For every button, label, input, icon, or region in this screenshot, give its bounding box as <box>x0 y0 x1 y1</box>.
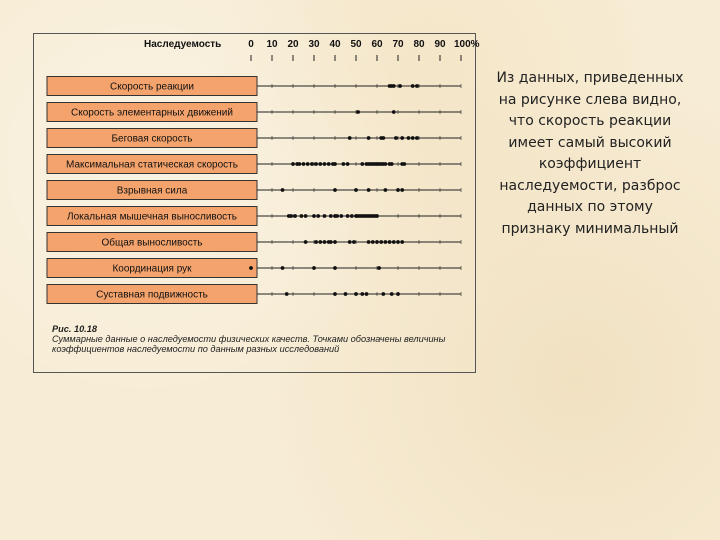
data-point <box>323 214 327 218</box>
data-point <box>318 162 322 166</box>
data-point <box>388 240 392 244</box>
category-label: Координация рук <box>112 263 192 275</box>
data-point <box>310 162 314 166</box>
data-point <box>396 240 400 244</box>
data-point <box>400 188 404 192</box>
data-point <box>333 188 337 192</box>
data-point <box>339 214 343 218</box>
caption-text: Суммарные данные о наследуемости физических качеств. Точками обозначены величины коэффициентов наследуемости по данным разных исследований <box>52 334 446 354</box>
data-point <box>333 292 337 296</box>
tick-label: 100% <box>454 39 480 50</box>
data-point <box>304 214 308 218</box>
data-point <box>384 240 388 244</box>
category-label: Максимальная статическая скорость <box>66 159 238 171</box>
side-text: Из данных, приведенных на рисунке слева видно, что скорость реакции имеет самый высокий коэффициент наследуемости, разброс данных по этому признаку минимальный <box>496 70 684 237</box>
data-point <box>333 266 337 270</box>
data-point <box>306 162 310 166</box>
tick-label: 30 <box>308 39 320 50</box>
tick-label: 90 <box>434 39 446 50</box>
data-point <box>400 240 404 244</box>
data-point <box>291 162 295 166</box>
data-point <box>342 162 346 166</box>
data-point <box>367 240 371 244</box>
data-point <box>344 292 348 296</box>
data-point <box>314 240 318 244</box>
data-point <box>360 292 364 296</box>
data-point <box>346 162 350 166</box>
data-point <box>281 188 285 192</box>
data-point <box>356 110 360 114</box>
data-point <box>350 214 354 218</box>
data-point <box>327 162 331 166</box>
data-point <box>384 162 388 166</box>
data-point <box>398 84 402 88</box>
category-label: Скорость элементарных движений <box>71 107 233 119</box>
category-label: Общая выносливость <box>101 237 203 249</box>
data-point <box>289 214 293 218</box>
data-point <box>371 240 375 244</box>
tick-label: 10 <box>266 39 278 50</box>
data-point <box>354 292 358 296</box>
data-point <box>392 240 396 244</box>
data-point <box>415 136 419 140</box>
data-point <box>415 84 419 88</box>
data-point <box>384 188 388 192</box>
data-point <box>400 136 404 140</box>
data-point <box>396 292 400 296</box>
data-point <box>312 214 316 218</box>
figure-caption <box>52 324 472 354</box>
data-point <box>394 136 398 140</box>
category-label: Суставная подвижность <box>96 289 208 301</box>
data-point <box>300 214 304 218</box>
data-point <box>360 162 364 166</box>
data-point <box>381 292 385 296</box>
data-point <box>379 240 383 244</box>
data-point <box>365 292 369 296</box>
data-point <box>348 240 352 244</box>
data-point <box>407 136 411 140</box>
data-point <box>312 266 316 270</box>
data-point <box>411 84 415 88</box>
data-point <box>367 136 371 140</box>
tick-label: 70 <box>392 39 404 50</box>
figure-panel <box>33 33 480 373</box>
data-point <box>323 162 327 166</box>
data-point <box>348 136 352 140</box>
data-point <box>381 136 385 140</box>
tick-label: 40 <box>329 39 341 50</box>
data-point <box>323 240 327 244</box>
data-point <box>329 214 333 218</box>
data-point <box>346 214 350 218</box>
tick-label: 20 <box>287 39 299 50</box>
data-point <box>333 162 337 166</box>
data-point <box>396 188 400 192</box>
category-label: Локальная мышечная выносливость <box>67 211 237 223</box>
data-point <box>335 214 339 218</box>
data-point <box>390 292 394 296</box>
heritability-chart <box>34 34 480 324</box>
x-axis-title: Наследуемость <box>144 39 222 50</box>
data-point <box>297 162 301 166</box>
data-point <box>314 162 318 166</box>
data-point <box>249 266 253 270</box>
data-point <box>293 214 297 218</box>
data-point <box>281 266 285 270</box>
data-point <box>392 110 396 114</box>
category-label: Скорость реакции <box>110 81 194 93</box>
caption-number: Рис. 10.18 <box>52 324 97 334</box>
data-point <box>354 188 358 192</box>
data-point <box>318 240 322 244</box>
tick-label: 0 <box>248 39 254 50</box>
data-point <box>390 162 394 166</box>
data-point <box>375 214 379 218</box>
tick-label: 60 <box>371 39 383 50</box>
data-point <box>377 266 381 270</box>
category-label: Беговая скорость <box>111 133 193 145</box>
data-point <box>329 240 333 244</box>
data-point <box>367 188 371 192</box>
tick-label: 50 <box>350 39 362 50</box>
data-point <box>392 84 396 88</box>
data-point <box>352 240 356 244</box>
data-point <box>302 162 306 166</box>
data-point <box>411 136 415 140</box>
tick-label: 80 <box>413 39 425 50</box>
data-point <box>333 240 337 244</box>
data-point <box>285 292 289 296</box>
data-point <box>304 240 308 244</box>
data-point <box>375 240 379 244</box>
data-point <box>402 162 406 166</box>
data-point <box>316 214 320 218</box>
category-label: Взрывная сила <box>116 185 188 197</box>
